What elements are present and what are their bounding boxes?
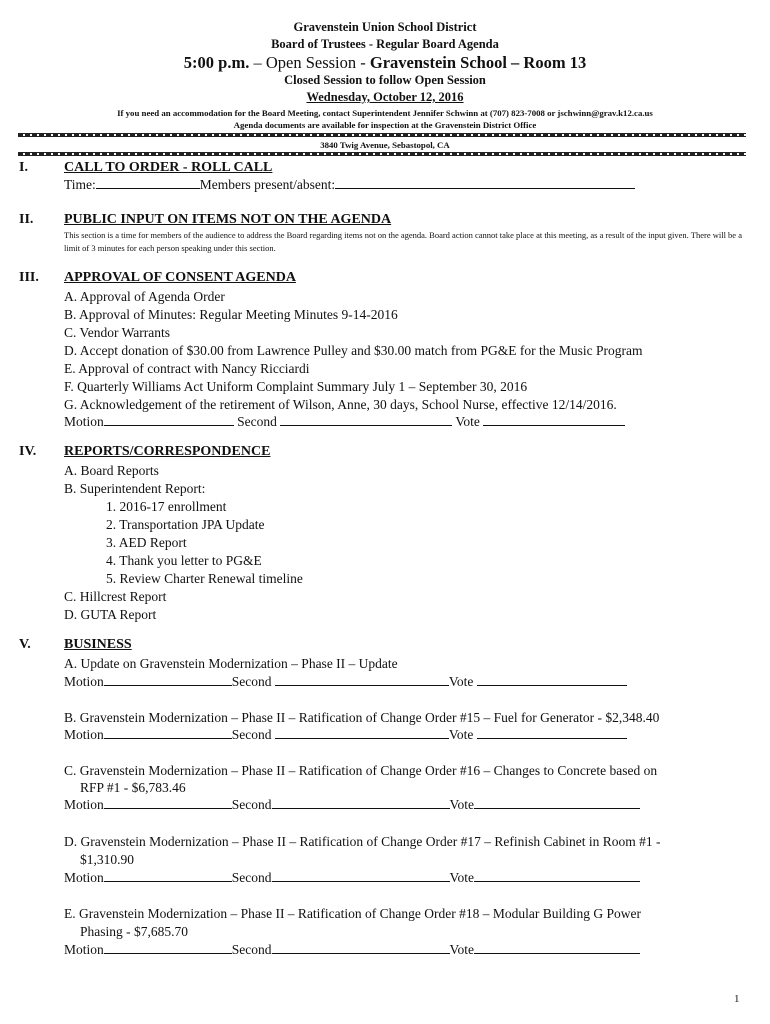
documents-note: Agenda documents are available for inspection at the Gravenstein District Office — [233, 120, 537, 130]
session-time: 5:00 p.m. — [183, 53, 250, 72]
business-item-d-cont: $1,310.90 — [80, 852, 134, 867]
superintendent-report-item: B. Superintendent Report: — [64, 481, 206, 496]
motion-label: Motion — [64, 414, 104, 429]
second-label: Second — [231, 797, 272, 812]
section-3-numeral: III. — [19, 270, 39, 285]
consent-vote-line — [64, 414, 625, 430]
vote-label: Vote — [449, 870, 475, 885]
business-item-c: C. Gravenstein Modernization – Phase II – Ratification of Change Order #16 – Changes to Concrete based on — [64, 763, 658, 778]
session-line — [0, 53, 770, 73]
second-blank[interactable] — [272, 797, 450, 809]
meeting-date: Wednesday, October 12, 2016 — [306, 90, 464, 104]
vote-blank[interactable] — [474, 942, 640, 954]
vote-label: Vote — [455, 414, 480, 429]
board-reports-item: A. Board Reports — [64, 463, 159, 478]
second-blank[interactable] — [272, 942, 450, 954]
motion-label: Motion — [64, 674, 104, 689]
school-name: Gravenstein School — [369, 53, 507, 72]
vote-label: Vote — [448, 674, 474, 689]
second-blank[interactable] — [280, 414, 452, 426]
motion-blank[interactable] — [104, 727, 232, 739]
section-2-title: PUBLIC INPUT ON ITEMS NOT ON THE AGENDA — [64, 212, 392, 227]
motion-blank[interactable] — [104, 674, 232, 686]
second-blank[interactable] — [275, 674, 449, 686]
section-1-numeral: I. — [19, 160, 28, 175]
consent-item-a: A. Approval of Agenda Order — [64, 289, 225, 304]
business-item-e-cont: Phasing - $7,685.70 — [80, 924, 188, 939]
section-5-title: BUSINESS — [64, 637, 132, 652]
motion-label: Motion — [64, 797, 104, 812]
motion-blank[interactable] — [104, 870, 232, 882]
public-input-description: This section is a time for members of the audience to address the Board regarding items not on the agenda. Board action cannot take place at this meeting, as a result of the input given. There will be a limit of 3 minutes for each person speaking under this section. — [64, 230, 742, 253]
motion-blank[interactable] — [104, 942, 232, 954]
consent-item-b: B. Approval of Minutes: Regular Meeting Minutes 9-14-2016 — [64, 307, 398, 322]
business-e-vote-line — [64, 942, 640, 958]
section-4-numeral: IV. — [19, 444, 37, 459]
business-item-e: E. Gravenstein Modernization – Phase II – Ratification of Change Order #18 – Modular Building G Power — [64, 906, 641, 921]
consent-item-f: F. Quarterly Williams Act Uniform Complaint Summary July 1 – September 30, 2016 — [64, 379, 528, 394]
district-address: 3840 Twig Avenue, Sebastopol, CA — [320, 140, 450, 150]
board-agenda-title: Board of Trustees - Regular Board Agenda — [271, 37, 499, 51]
business-item-d: D. Gravenstein Modernization – Phase II – Ratification of Change Order #17 – Refinish Cabinet in Room #1 - — [64, 834, 661, 849]
time-label: Time: — [64, 177, 96, 192]
vote-blank[interactable] — [483, 414, 625, 426]
motion-label: Motion — [64, 727, 104, 742]
section-5-numeral: V. — [19, 637, 31, 652]
divider-top — [18, 133, 746, 137]
district-name: Gravenstein Union School District — [293, 20, 477, 34]
report-subitem-2: 2. Transportation JPA Update — [106, 517, 265, 532]
accommodation-note: If you need an accommodation for the Board Meeting, contact Superintendent Jennifer Schwinn at (707) 823-7008 or jschwinn@grav.k12.ca.us — [117, 108, 653, 118]
business-d-vote-line — [64, 870, 640, 886]
second-label: Second — [231, 942, 272, 957]
report-subitem-5: 5. Review Charter Renewal timeline — [106, 571, 303, 586]
room-label: – Room 13 — [511, 53, 587, 72]
motion-blank[interactable] — [104, 414, 234, 426]
members-label: Members present/absent: — [199, 177, 336, 192]
business-item-b: B. Gravenstein Modernization – Phase II – Ratification of Change Order #15 – Fuel for Generator - $2,348.40 — [64, 710, 660, 725]
time-blank[interactable] — [96, 177, 200, 189]
motion-label: Motion — [64, 870, 104, 885]
section-1-title: CALL TO ORDER - ROLL CALL — [64, 160, 273, 175]
report-subitem-4: 4. Thank you letter to PG&E — [106, 553, 262, 568]
page-number: 1 — [734, 993, 740, 1005]
report-subitem-3: 3. AED Report — [106, 535, 187, 550]
vote-blank[interactable] — [474, 797, 640, 809]
second-label: Second — [231, 674, 272, 689]
vote-blank[interactable] — [474, 870, 640, 882]
vote-label: Vote — [449, 942, 475, 957]
vote-blank[interactable] — [477, 727, 627, 739]
vote-blank[interactable] — [477, 674, 627, 686]
business-b-vote-line — [64, 727, 627, 743]
roll-call-line — [64, 177, 635, 193]
report-subitem-1: 1. 2016-17 enrollment — [106, 499, 227, 514]
second-label: Second — [237, 414, 277, 429]
consent-item-d: D. Accept donation of $30.00 from Lawrence Pulley and $30.00 match from PG&E for the Music Program — [64, 343, 643, 358]
second-label: Second — [231, 870, 272, 885]
business-a-vote-line — [64, 674, 627, 690]
business-c-vote-line — [64, 797, 640, 813]
motion-blank[interactable] — [104, 797, 232, 809]
section-4-title: REPORTS/CORRESPONDENCE — [64, 444, 271, 459]
hillcrest-report-item: C. Hillcrest Report — [64, 589, 167, 604]
motion-label: Motion — [64, 942, 104, 957]
consent-item-g: G. Acknowledgement of the retirement of Wilson, Anne, 30 days, School Nurse, effective 12/14/2016. — [64, 397, 617, 412]
section-2-numeral: II. — [19, 212, 34, 227]
members-blank[interactable] — [335, 177, 635, 189]
second-blank[interactable] — [272, 870, 450, 882]
vote-label: Vote — [449, 797, 475, 812]
open-session-label: – Open Session - — [253, 53, 366, 72]
consent-item-c: C. Vendor Warrants — [64, 325, 171, 340]
second-blank[interactable] — [275, 727, 449, 739]
guta-report-item: D. GUTA Report — [64, 607, 157, 622]
divider-bottom — [18, 152, 746, 156]
consent-item-e: E. Approval of contract with Nancy Ricciardi — [64, 361, 310, 376]
business-item-a: A. Update on Gravenstein Modernization – Phase II – Update — [64, 656, 398, 671]
business-item-c-cont: RFP #1 - $6,783.46 — [80, 780, 186, 795]
vote-label: Vote — [448, 727, 474, 742]
closed-session-note: Closed Session to follow Open Session — [284, 73, 486, 87]
second-label: Second — [231, 727, 272, 742]
section-3-title: APPROVAL OF CONSENT AGENDA — [64, 270, 296, 285]
